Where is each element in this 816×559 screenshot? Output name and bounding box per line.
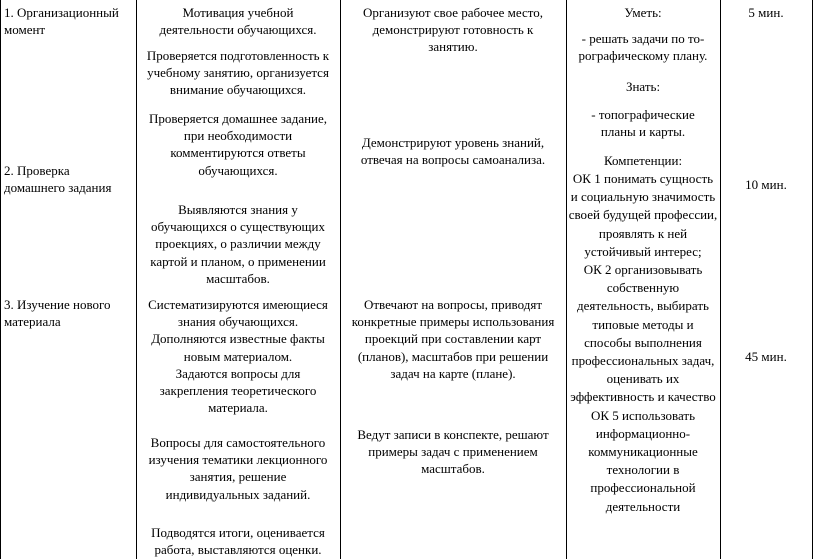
students-answer-questions: Отвечают на вопросы, приводят конкретные примеры использования проекций при составлении карт (планов), масштабов при решении задач на карте (плане). bbox=[351, 297, 555, 381]
time-stage-3: 45 мин. bbox=[745, 349, 787, 364]
results-competencies-text: ОК 1 понимать сущность и социальную значимость своей будущей профессии, проявлять к ней устойчивый интерес; ОК 2 организовывать собственную деятельность, выбирать типовые методы и способы выполнения профессиональных задач, оценивать их эффективность и качество ОК 5 использовать информационно- коммуникационные технологии в профессиональной деятельности bbox=[568, 171, 718, 514]
results-competencies-label: Компетенции: bbox=[603, 153, 683, 168]
results-skills-text: - решать задачи по то- pографическому плану. bbox=[578, 31, 708, 64]
time-stage-2: 10 мин. bbox=[745, 177, 787, 192]
stage-organizational-moment: 1. Организационный момент bbox=[4, 5, 119, 38]
teacher-motivation: Мотивация учебной деятельности обучающихся. bbox=[159, 5, 317, 38]
stage-new-material: 3. Изучение нового материала bbox=[4, 297, 111, 330]
column-divider-1 bbox=[136, 0, 137, 559]
table-right-border bbox=[812, 0, 813, 559]
teacher-systematization: Систематизируются имеющиеся знания обучающихся. Дополняются известные факты новым материалом. Задаются вопросы для закрепления теоретического материала. bbox=[148, 297, 328, 416]
teacher-summary: Подводятся итоги, оценивается работа, выставляются оценки. bbox=[151, 525, 325, 558]
time-stage-1: 5 мин. bbox=[748, 5, 784, 20]
teacher-readiness-check: Проверяется подготовленность к учебному занятию, организуется внимание обучающихся. bbox=[146, 48, 330, 98]
results-knowledge-label: Знать: bbox=[625, 79, 661, 94]
column-divider-2 bbox=[340, 0, 341, 559]
column-divider-3 bbox=[566, 0, 567, 559]
students-take-notes: Ведут записи в конспекте, решают примеры задач с применением масштабов. bbox=[357, 427, 549, 477]
teacher-homework-check: Проверяется домашнее задание, при необходимости комментируются ответы обучающихся. bbox=[148, 111, 328, 178]
table-left-border bbox=[0, 0, 1, 559]
results-knowledge-text: - топографические планы и карты. bbox=[591, 107, 695, 140]
stage-homework-check: 2. Проверка домашнего задания bbox=[4, 163, 112, 196]
students-prepare-workplace: Организуют свое рабочее место, демонстрируют готовность к занятию. bbox=[363, 5, 543, 55]
students-demonstrate-knowledge: Демонстрируют уровень знаний, отвечая на вопросы самоанализа. bbox=[360, 135, 546, 168]
column-divider-4 bbox=[720, 0, 721, 559]
teacher-knowledge-check: Выявляются знания у обучающихся о существующих проекциях, о различии между картой и планом, о применении масштабов. bbox=[150, 202, 326, 286]
teacher-self-study-questions: Вопросы для самостоятельного изучения тематики лекционного занятия, решение индивидуальных заданий. bbox=[148, 435, 328, 502]
results-skills-label: Уметь: bbox=[624, 5, 662, 20]
